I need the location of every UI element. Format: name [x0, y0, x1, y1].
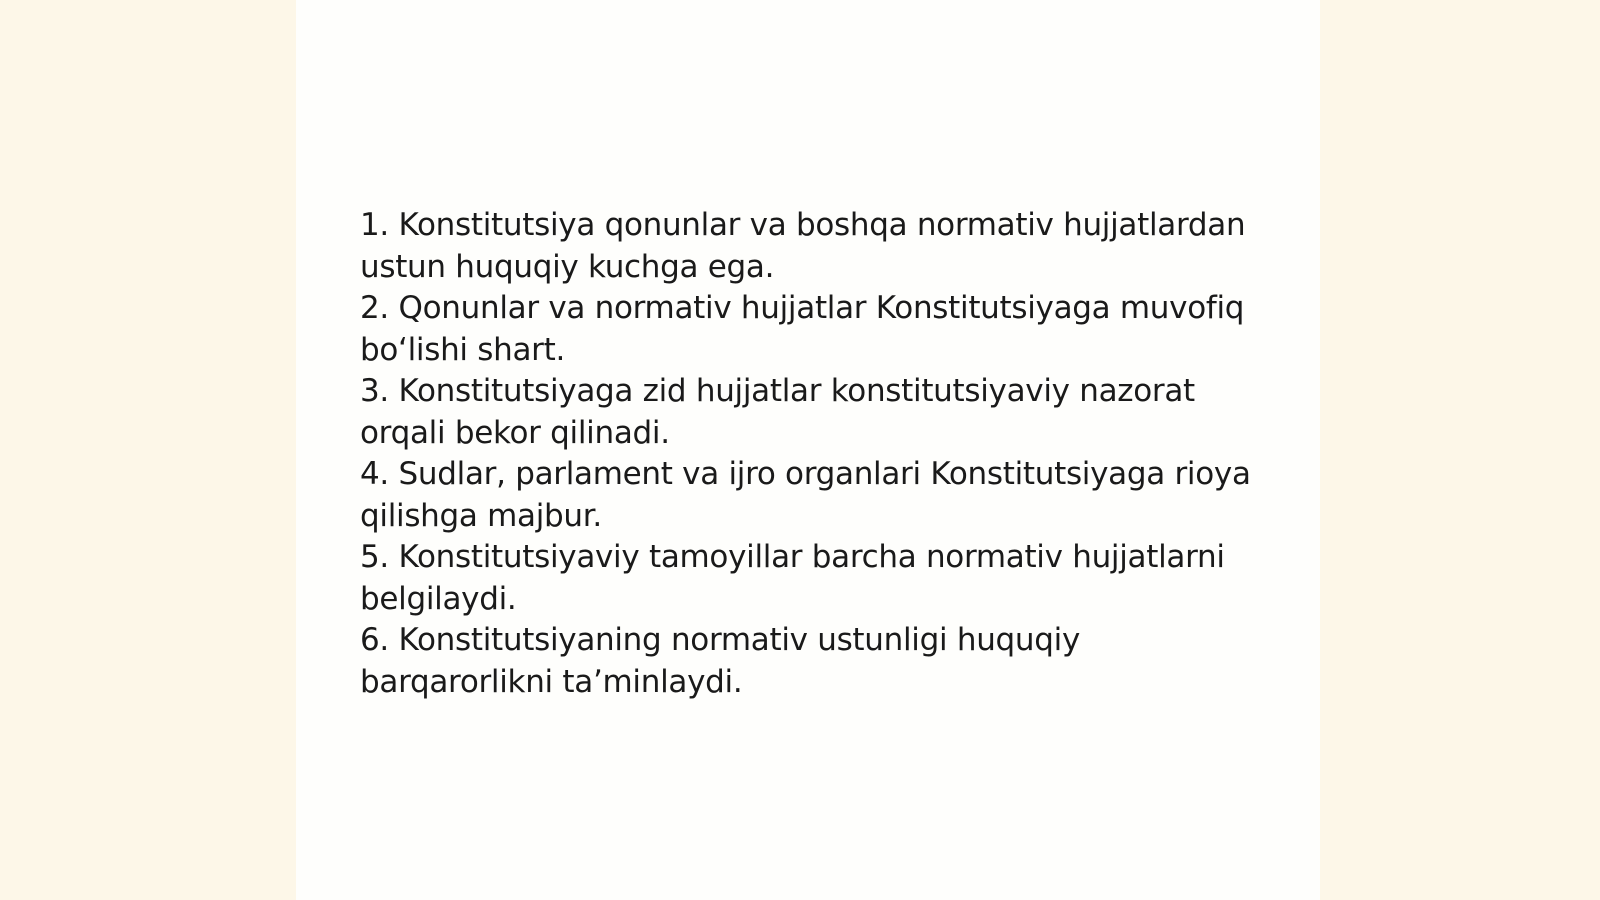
slide: [296, 0, 1320, 900]
list-item-1: 1. Konstitutsiya qonunlar va boshqa normativ hujjatlardan ustun huquqiy kuchga ega.: [360, 207, 1246, 285]
list-item-3: 3. Konstitutsiyaga zid hujjatlar konstitutsiyaviy nazorat orqali bekor qilinadi.: [360, 373, 1195, 451]
slide-content: [360, 205, 1260, 703]
list-item-5: 5. Konstitutsiyaviy tamoyillar barcha normativ hujjatlarni belgilaydi.: [360, 539, 1225, 617]
list-item-6: 6. Konstitutsiyaning normativ ustunligi huquqiy barqarorlikni ta’minlaydi.: [360, 622, 1081, 700]
list-item-2: 2. Qonunlar va normativ hujjatlar Konstitutsiyaga muvofiq bo‘lishi shart.: [360, 290, 1245, 368]
list-item-4: 4. Sudlar, parlament va ijro organlari Konstitutsiyaga rioya qilishga majbur.: [360, 456, 1251, 534]
